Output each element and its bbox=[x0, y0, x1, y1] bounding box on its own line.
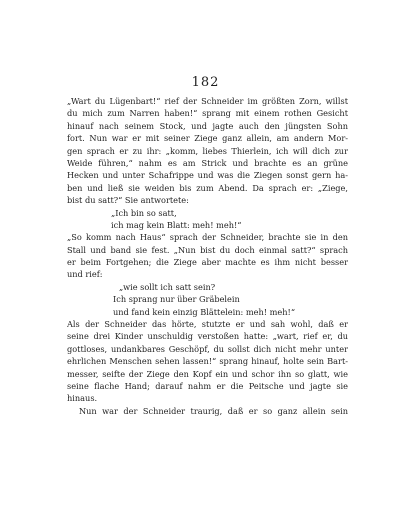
text-line: gottloses, undankbares Geschöpf, du sollst dich nicht mehr unter bbox=[67, 343, 348, 354]
text-line: seine flache Hand; darauf nahm er die Peitsche und jagte sie bbox=[67, 380, 348, 391]
page-body-text bbox=[67, 95, 348, 417]
page-number: 182 bbox=[191, 75, 220, 90]
text-line: Nun war der Schneider traurig, daß er so ganz allein sein bbox=[79, 405, 348, 416]
text-line: hinauf nach seinem Stock, und jagte auch den jüngsten Sohn bbox=[67, 120, 348, 131]
text-line: und rief: bbox=[67, 269, 103, 280]
verse-line: „wie sollt ich satt sein? bbox=[119, 281, 216, 292]
text-line: gen sprach er zu ihr: „komm, liebes Thierlein, ich will dich zur bbox=[67, 145, 348, 156]
text-line: ehrlichen Menschen sehen lassen!“ sprang hinauf, holte sein Bart- bbox=[67, 356, 348, 367]
text-line: bist du satt?“ Sie antwortete: bbox=[67, 195, 189, 206]
text-line: er beim Fortgehen; die Ziege aber machte es ihm nicht besser bbox=[67, 257, 348, 268]
text-line: Stall und band sie fest. „Nun bist du doch einmal satt?“ sprach bbox=[67, 244, 348, 255]
verse-line: „Ich bin so satt, bbox=[111, 207, 177, 218]
text-line: du mich zum Narren haben!“ sprang mit einem rothen Gesicht bbox=[67, 108, 348, 119]
text-line: messer, seifte der Ziege den Kopf ein und schor ihn so glatt, wie bbox=[67, 368, 348, 379]
text-line: hinaus. bbox=[67, 393, 98, 404]
text-line: ben und ließ sie weiden bis zum Abend. Da sprach er: „Ziege, bbox=[67, 182, 348, 193]
text-line: Als der Schneider das hörte, stutzte er und sah wohl, daß er bbox=[67, 319, 348, 330]
text-line: fort. Nun war er mit seiner Ziege ganz allein, am andern Mor- bbox=[67, 133, 348, 144]
verse-line: ich mag kein Blatt: meh! meh!“ bbox=[111, 219, 242, 230]
verse-line: und fand kein einzig Blättelein: meh! meh!“ bbox=[113, 306, 296, 317]
verse-line: Ich sprang nur über Gräbelein bbox=[113, 294, 240, 305]
text-line: seine drei Kinder unschuldig verstoßen hatte: „wart, rief er, du bbox=[67, 331, 348, 342]
text-line: Hecken und unter Schafrippe und was die Ziegen sonst gern ha- bbox=[67, 170, 348, 181]
text-line: „Wart du Lügenbart!“ rief der Schneider im größten Zorn, willst bbox=[67, 96, 348, 106]
text-line: Weide führen,“ nahm es am Strick und brachte es an grüne bbox=[67, 157, 348, 168]
text-line: „So komm nach Haus“ sprach der Schneider, brachte sie in den bbox=[67, 232, 348, 243]
